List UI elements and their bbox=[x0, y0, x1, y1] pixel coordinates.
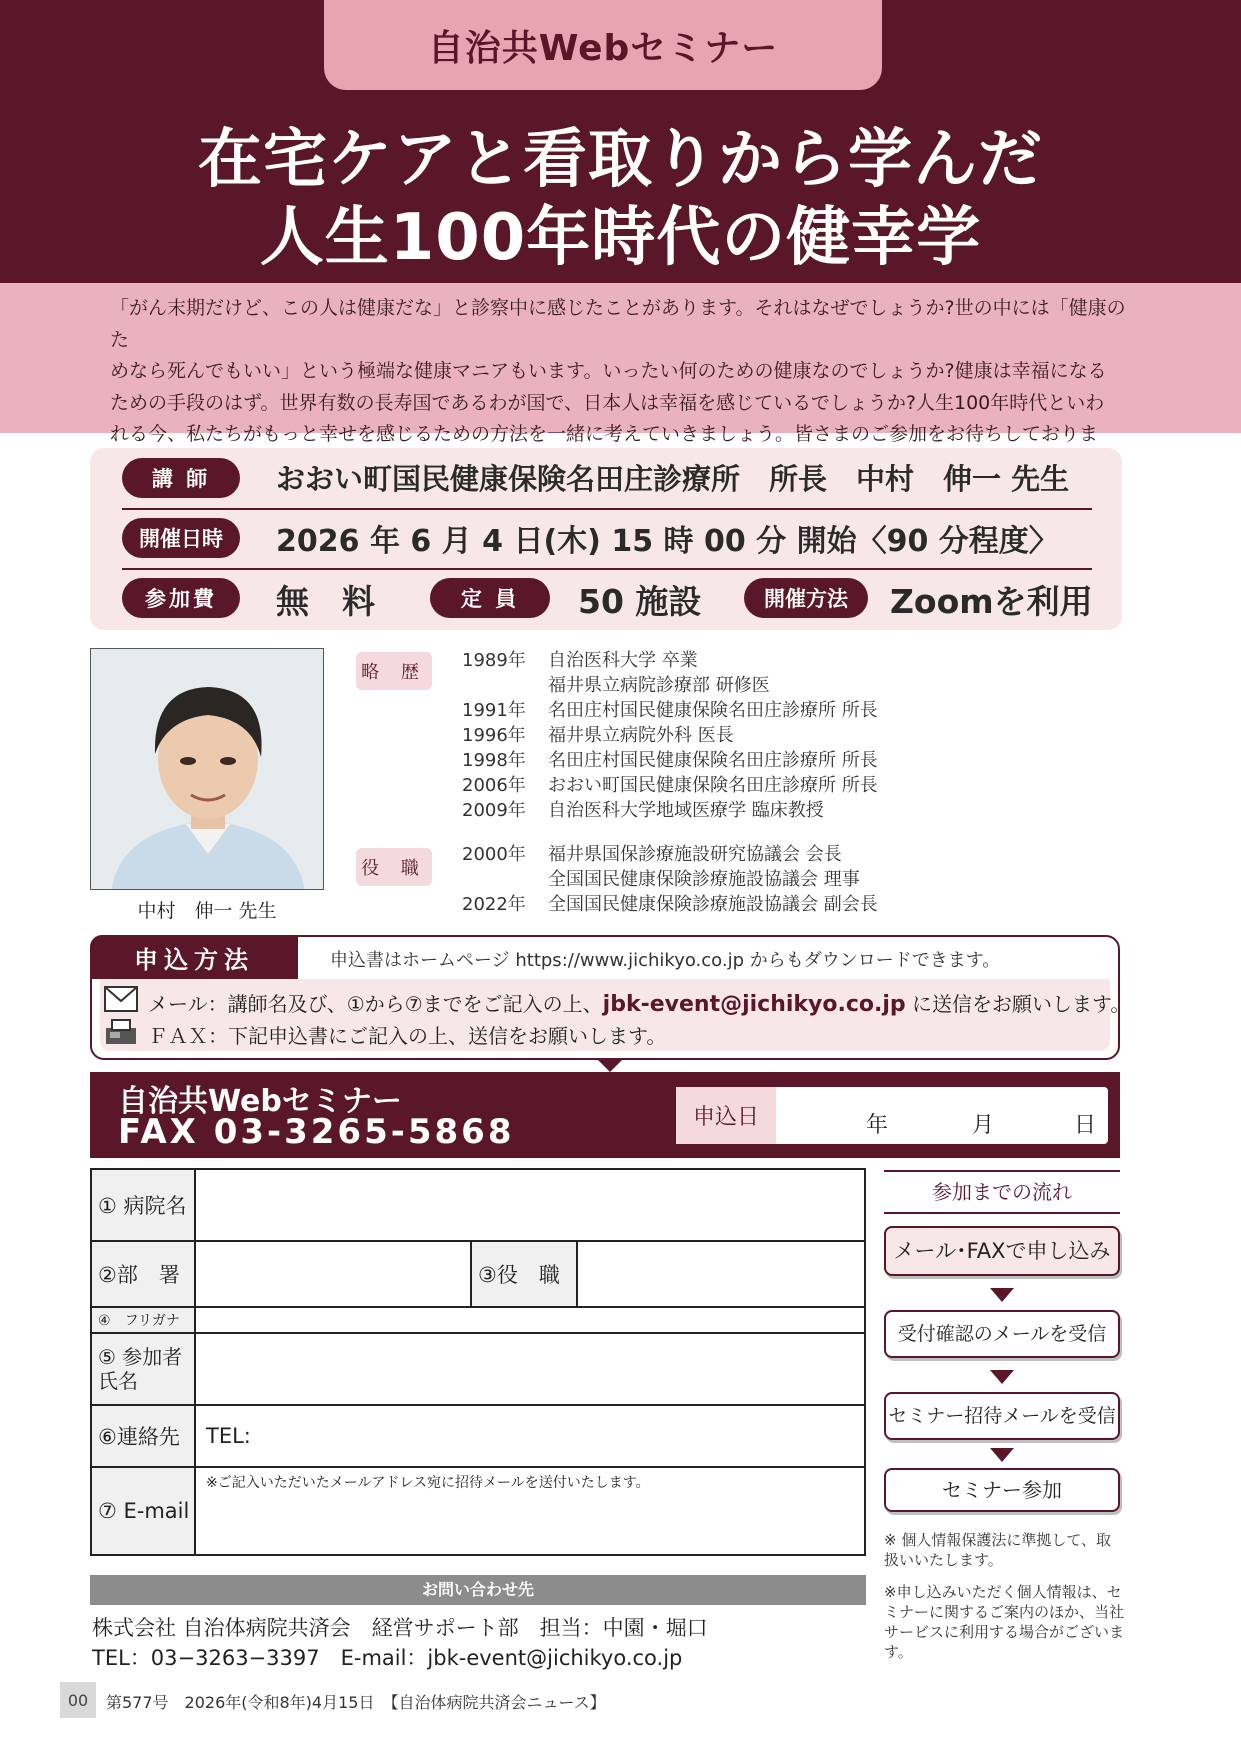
fax-form-title: 自治共Webセミナー bbox=[118, 1084, 402, 1119]
divider bbox=[122, 508, 1092, 510]
roles-label: 役 職 bbox=[356, 848, 432, 886]
apply-download-note: 申込書はホームページ https://www.jichikyo.co.jp からもダウンロードできます。 bbox=[330, 950, 1001, 971]
email-note: ※ご記入いただいたメールアドレス宛に招待メールを送付いたします。 bbox=[206, 1475, 650, 1491]
flow-step-3: セミナー招待メールを受信 bbox=[884, 1392, 1120, 1440]
date-label: 開催日時 bbox=[122, 518, 240, 558]
roles-list bbox=[462, 842, 878, 917]
role-item: 2000年 福井県国保診療施設研究協議会 会長 bbox=[462, 844, 842, 865]
apply-heading: 申込方法 bbox=[90, 935, 298, 979]
participant-name-label: ⑤ 参加者 氏名 bbox=[91, 1333, 195, 1405]
hospital-label: ① 病院名 bbox=[91, 1169, 195, 1241]
inquiry-contact: 株式会社 自治体病院共済会 経営サポート部 担当：中園・堀口 bbox=[92, 1616, 708, 1640]
method-value: Zoomを利用 bbox=[890, 582, 1093, 621]
department-label: ②部 署 bbox=[91, 1241, 195, 1307]
photo-caption: 中村 伸一 先生 bbox=[137, 900, 277, 922]
flow-title: 参加までの流れ bbox=[884, 1170, 1120, 1214]
down-arrow-icon bbox=[596, 1058, 624, 1072]
flow-arrow-icon bbox=[990, 1448, 1014, 1462]
portrait-image bbox=[91, 649, 324, 890]
month-unit: 月 bbox=[972, 1113, 995, 1138]
privacy-note-1: ※ 個人情報保護法に準拠して、取扱いいたします。 bbox=[884, 1531, 1112, 1569]
role-item: 2022年 全国国民健康保険診療施設協議会 副会長 bbox=[462, 894, 878, 915]
flow-step-4: セミナー参加 bbox=[884, 1468, 1120, 1512]
date-value: 2026 年 6 月 4 日(木) 15 時 00 分 開始〈90 分程度〉 bbox=[276, 524, 1059, 559]
privacy-note-2: ※申し込みいただく個人情報は、セミナーに関するご案内のほか、当社サービスに利用する場合がございます。 bbox=[884, 1583, 1125, 1661]
application-date-label: 申込日 bbox=[676, 1087, 776, 1144]
page-number: 00 bbox=[60, 1682, 96, 1718]
career-item: 1998年 名田庄村国民健康保険名田庄診療所 所長 bbox=[462, 750, 878, 771]
mail-address-link[interactable]: jbk-event@jichikyo.co.jp bbox=[602, 992, 906, 1017]
furigana-input[interactable] bbox=[195, 1307, 865, 1333]
mail-icon bbox=[104, 986, 138, 1016]
mail-instruction bbox=[148, 988, 1130, 1017]
intro-line: ための手段のはず。世界有数の長寿国であるわが国で、日本人は幸福を感じているでしょうか?人生100年時代といわ bbox=[110, 391, 1105, 414]
page-title-line2: 人生100年時代の健幸学 bbox=[259, 201, 982, 275]
mail-instruction-suffix: に送信をお願いします。 bbox=[905, 992, 1131, 1016]
role-item: 全国国民健康保険診療施設協議会 理事 bbox=[548, 869, 860, 890]
participant-name-input[interactable] bbox=[195, 1333, 865, 1405]
capacity-label: 定 員 bbox=[430, 578, 550, 618]
career-label: 略 歴 bbox=[356, 652, 432, 690]
day-unit: 日 bbox=[1074, 1113, 1097, 1138]
inquiry-heading: お問い合わせ先 bbox=[90, 1575, 866, 1605]
fax-instruction: ＦＡＸ：下記申込書にご記入の上、送信をお願いします。 bbox=[148, 1024, 667, 1048]
hospital-input[interactable] bbox=[195, 1169, 865, 1241]
email-label: ⑦ E-mail bbox=[91, 1467, 195, 1555]
career-item: 1989年 自治医科大学 卒業 bbox=[462, 650, 698, 671]
fee-value: 無 料 bbox=[276, 582, 375, 621]
furigana-label bbox=[91, 1307, 195, 1333]
issue-footer: 第577号 2026年(令和8年)4月15日 【自治体病院共済会ニュース】 bbox=[106, 1693, 606, 1712]
career-item: 福井県立病院診療部 研修医 bbox=[548, 675, 770, 696]
page-title-line1: 在宅ケアと看取りから学んだ bbox=[198, 123, 1043, 197]
flow-arrow-icon bbox=[990, 1288, 1014, 1302]
flow-arrow-icon bbox=[990, 1370, 1014, 1384]
intro-line: れる今、私たちがもっと幸せを感じるための方法を一緒に考えていきましょう。皆さまのご参加をお待ちしておりま bbox=[110, 423, 1099, 445]
fax-machine-icon bbox=[104, 1018, 138, 1050]
year-unit: 年 bbox=[866, 1113, 889, 1138]
series-label: 自治共Webセミナー bbox=[324, 0, 882, 90]
mail-instruction-prefix: メール：講師名及び、①から⑦までをご記入の上、 bbox=[148, 992, 603, 1016]
inquiry-tel-email: TEL：03−3263−3397 E-mail：jbk-event@jichikyo.co.jp bbox=[92, 1646, 683, 1670]
career-item: 1996年 福井県立病院外科 医長 bbox=[462, 725, 734, 746]
tel-input[interactable] bbox=[195, 1405, 865, 1467]
email-input[interactable] bbox=[195, 1467, 865, 1555]
flow-step-1: メール･FAXで申し込み bbox=[884, 1226, 1120, 1276]
intro-text bbox=[0, 283, 1241, 445]
lecturer-value: おおい町国民健康保険名田庄診療所 所長 中村 伸一 先生 bbox=[276, 462, 1070, 496]
career-item: 2009年 自治医科大学地域医療学 臨床教授 bbox=[462, 800, 824, 821]
furigana-number: ④ bbox=[98, 1313, 111, 1329]
tel-label: TEL: bbox=[206, 1424, 251, 1448]
career-list bbox=[462, 648, 878, 823]
fax-number: FAX 03-3265-5868 bbox=[118, 1112, 515, 1152]
intro-line: めなら死んでもいい」という極端な健康マニアもいます。いったい何のための健康なのでしょうか?健康は幸福になる bbox=[110, 360, 1107, 382]
method-label: 開催方法 bbox=[744, 578, 868, 618]
career-item: 2006年 おおい町国民健康保険名田庄診療所 所長 bbox=[462, 775, 878, 796]
contact-label: ⑥連絡先 bbox=[91, 1405, 195, 1467]
career-item: 1991年 名田庄村国民健康保険名田庄診療所 所長 bbox=[462, 700, 878, 721]
divider bbox=[122, 568, 1092, 570]
fee-label: 参加費 bbox=[122, 578, 240, 618]
capacity-value: 50 施設 bbox=[578, 582, 702, 621]
position-input[interactable] bbox=[577, 1241, 865, 1307]
lecturer-photo bbox=[90, 648, 324, 890]
furigana-text: フリガナ bbox=[124, 1313, 180, 1329]
intro-line: 「がん末期だけど、この人は健康だな」と診察中に感じたことがあります。それはなぜでしょうか?世の中には「健康のた bbox=[110, 297, 1126, 351]
position-label: ③役 職 bbox=[471, 1241, 577, 1307]
lecturer-label: 講 師 bbox=[122, 458, 240, 498]
application-form bbox=[90, 1168, 866, 1556]
flow-step-2: 受付確認のメールを受信 bbox=[884, 1310, 1120, 1358]
department-input[interactable] bbox=[195, 1241, 471, 1307]
